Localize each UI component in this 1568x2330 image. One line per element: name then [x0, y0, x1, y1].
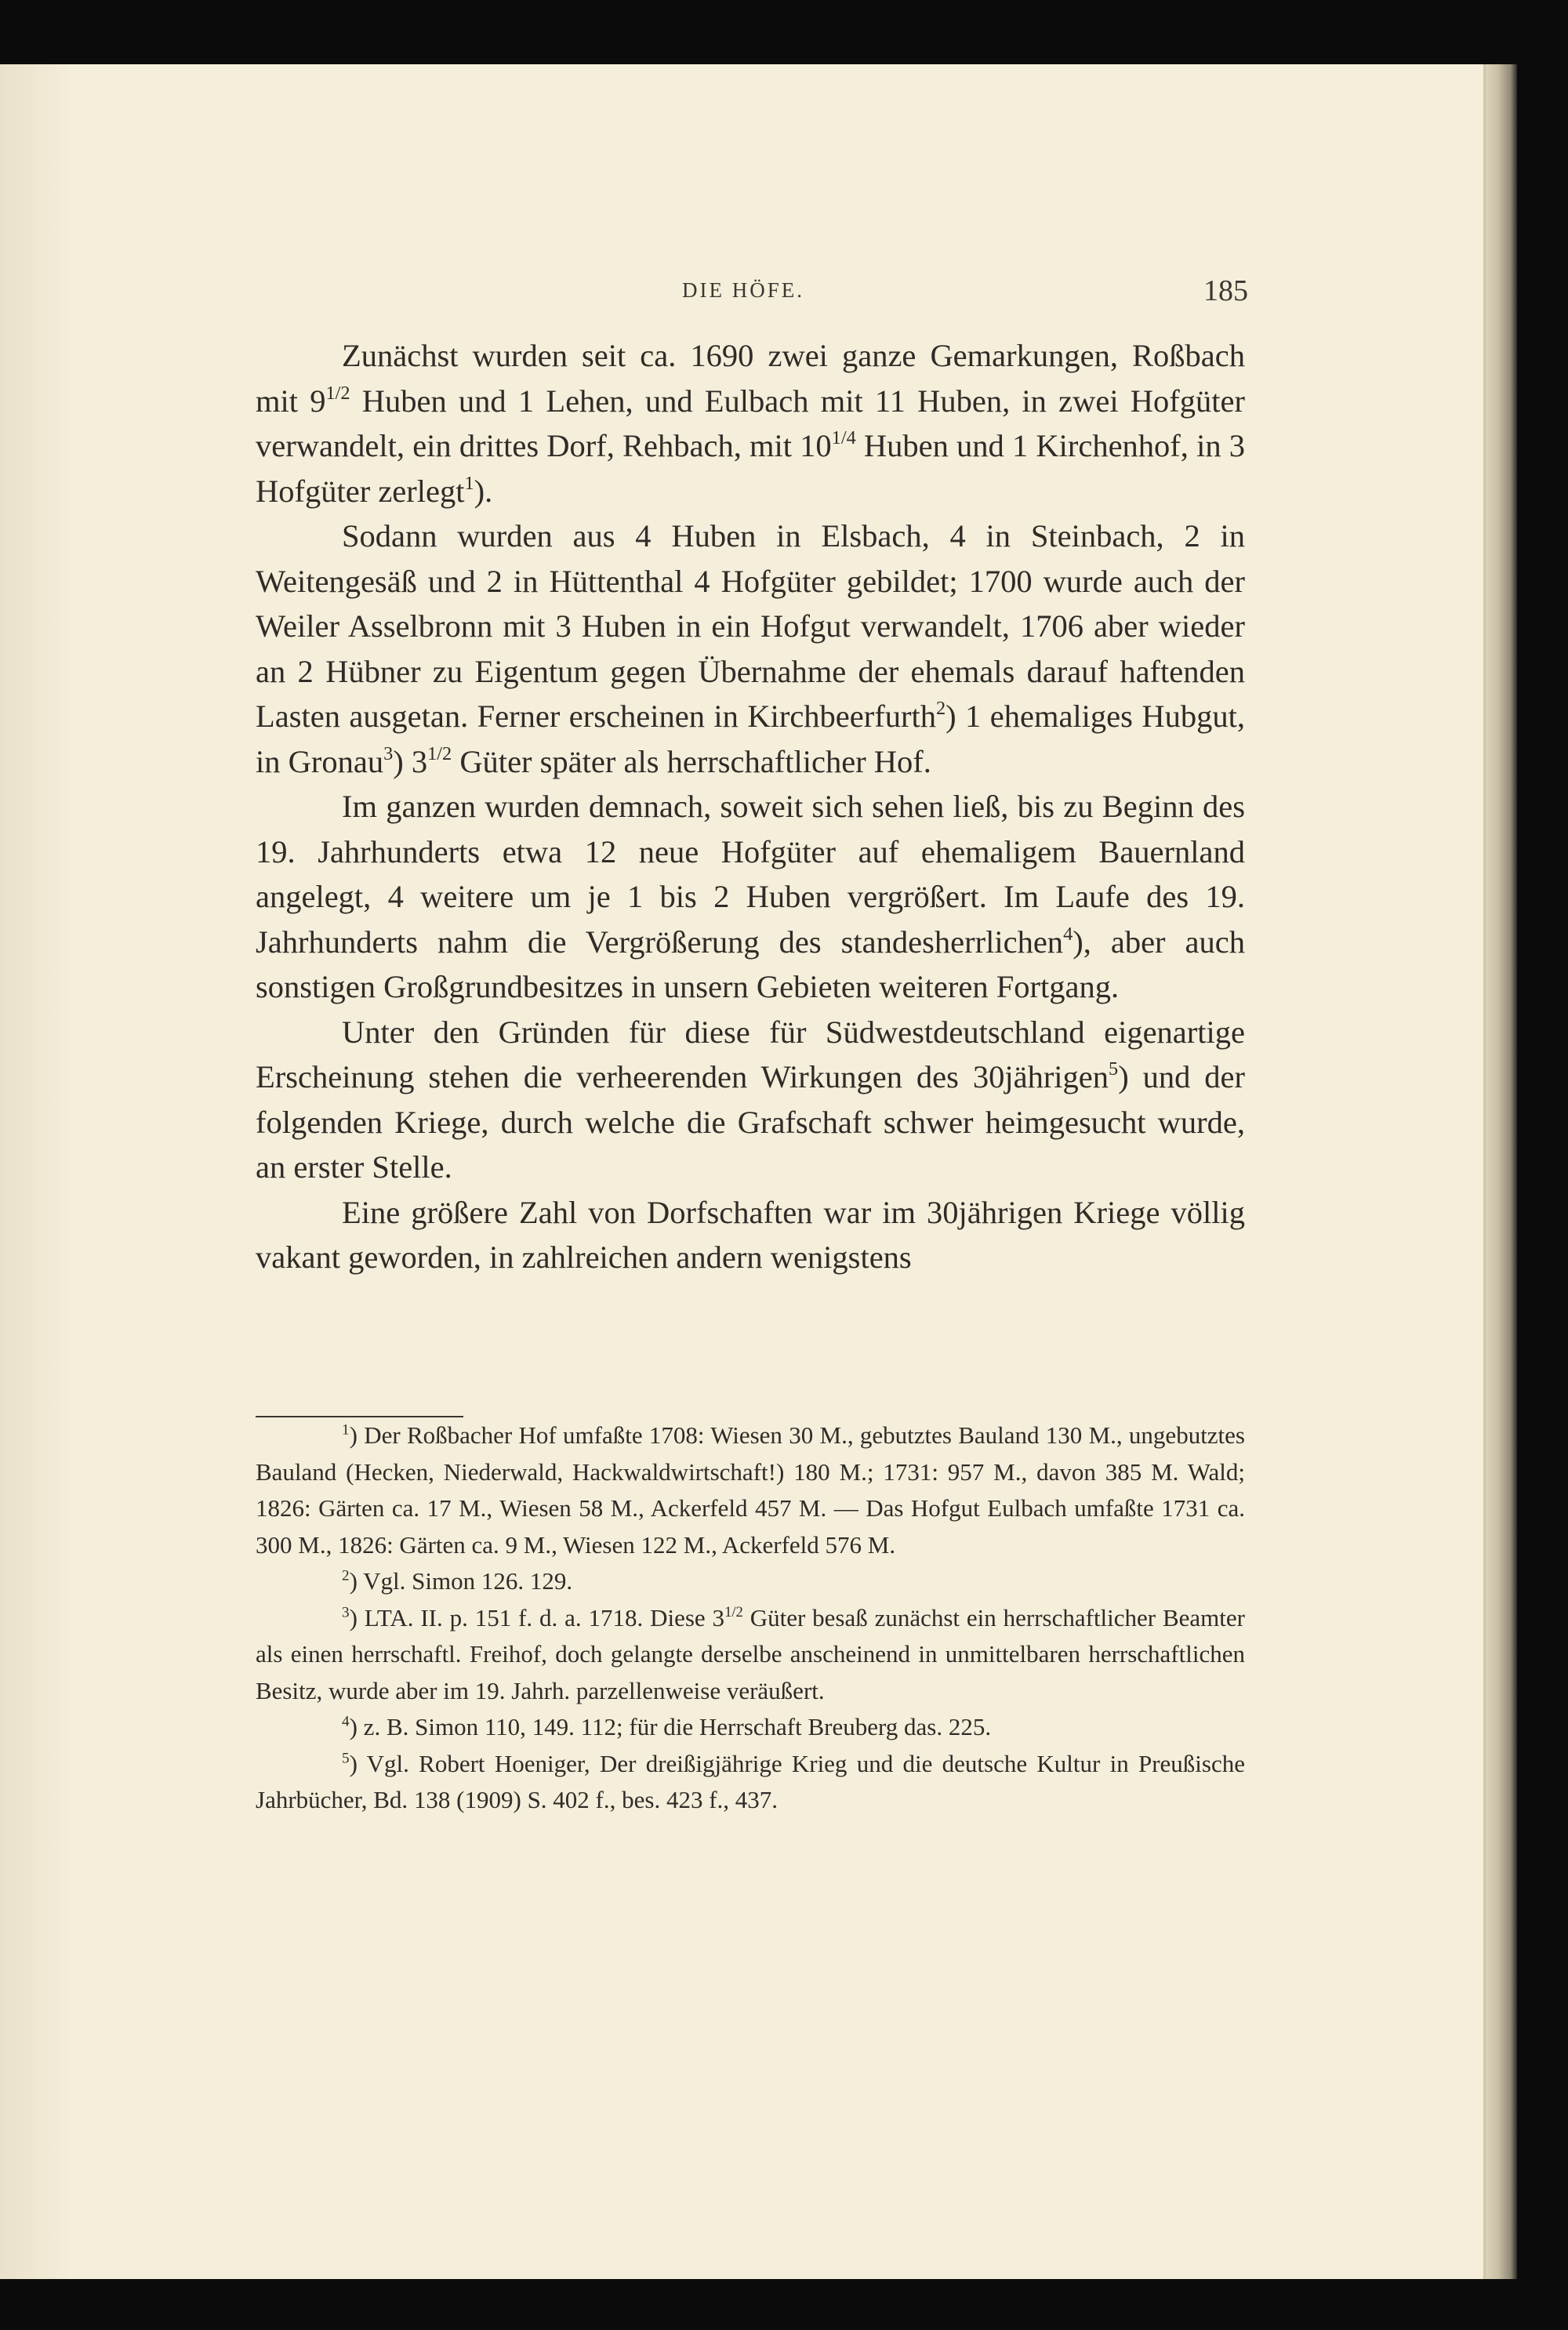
footnote-text: Güter besaß zunächst ein herrschaftlicher Beamter als einen herrschaftl. Freihof, doch gelangte derselbe anscheinend in unmittelbaren herrschaftlichen Besitz, wurde aber im 19. Jahrh. parzellenweise veräußert. — [256, 1603, 1245, 1704]
main-text — [256, 333, 1245, 1280]
text-run: Eine größere Zahl von Dorfschaften war im 30jährigen Kriege völlig vakant geworden, in zahlreichen andern wenigstens — [256, 1194, 1245, 1275]
page-edge-shadow — [1486, 64, 1517, 2279]
paragraph-4 — [256, 1010, 1245, 1190]
footnote-text: ) z. B. Simon 110, 149. 112; für die Herrschaft Breuberg das. 225. — [349, 1713, 992, 1740]
page-header — [0, 274, 1483, 318]
footnote-mark: 4 — [342, 1713, 350, 1730]
footnote-ref: 3 — [383, 742, 394, 764]
text-run: Zunächst wurden seit ca. 1690 zwei ganze Gemarkungen, Roßbach mit 9 — [256, 338, 1245, 419]
footnote-ref: 1 — [464, 472, 474, 494]
footnote-ref: 2 — [935, 698, 946, 720]
fraction: 1/2 — [427, 742, 452, 764]
running-title: DIE HÖFE. — [682, 278, 804, 302]
footnote-5 — [256, 1746, 1245, 1819]
footnote-4 — [256, 1709, 1245, 1746]
paragraph-5 — [256, 1190, 1245, 1280]
footnote-3 — [256, 1600, 1245, 1710]
footnote-text: ) Vgl. Simon 126. 129. — [349, 1567, 573, 1595]
text-run: Im ganzen wurden demnach, soweit sich sehen ließ, bis zu Beginn des 19. Jahrhunderts etwa 12 neue Hofgüter auf ehemaligem Bauernland angelegt, 4 weitere um je 1 bis 2 Huben vergrößert. Im Laufe des 19. Jahrhunderts nahm die Vergrößerung des standesherrlichen — [256, 789, 1245, 960]
text-run: ) und der folgenden Kriege, durch welche die Grafschaft schwer heimgesucht wurde, an erster Stelle. — [256, 1059, 1245, 1185]
footnote-1 — [256, 1417, 1245, 1563]
footnote-ref: 5 — [1109, 1058, 1119, 1080]
footnotes — [256, 1417, 1245, 1819]
footnote-mark: 2 — [342, 1567, 350, 1584]
text-run: Güter später als herrschaftlicher Hof. — [452, 743, 931, 779]
text-run: ) 3 — [393, 743, 428, 779]
text-run: Huben und 1 Lehen, und Eulbach mit 11 Huben, in zwei Hofgüter verwandelt, ein drittes Dorf, Rehbach, mit 10 — [256, 383, 1245, 463]
page-gutter-shading — [0, 64, 74, 2279]
text-run: Huben und 1 Kirchenhof, in 3 Hofgüter zerlegt — [256, 428, 1246, 509]
paragraph-2 — [256, 514, 1245, 784]
fraction: 1/4 — [831, 427, 856, 449]
text-run: Unter den Gründen für diese für Südwestdeutschland eigenartige Erscheinung stehen die verheerenden Wirkungen des 30jährigen — [256, 1014, 1245, 1094]
text-run: ). — [474, 473, 493, 509]
footnote-text: ) LTA. II. p. 151 f. d. a. 1718. Diese 3 — [349, 1603, 725, 1631]
footnote-mark: 5 — [342, 1749, 350, 1766]
page-number: 185 — [1203, 274, 1248, 307]
footnote-text: ) Der Roßbacher Hof umfaßte 1708: Wiesen 30 M., gebutztes Bauland 130 M., ungebutztes Bauland (Hecken, Niederwald, Hackwaldwirtschaft!) 180 M.; 1731: 957 M., davon 385 M. Wald; 1826: Gärten ca. 17 M., Wiesen 58 M., Ackerfeld 457 M. — Das Hofgut Eulbach umfaßte 1731 ca. 300 M., 1826: Gärten ca. 9 M., Wiesen 122 M., Ackerfeld 576 M. — [256, 1421, 1245, 1559]
footnote-mark: 3 — [342, 1603, 350, 1620]
paragraph-1 — [256, 333, 1245, 514]
text-run: ) 1 ehemaliges Hubgut, in Gronau — [256, 699, 1245, 779]
text-run: ), aber auch sonstigen Großgrundbesitzes in unsern Gebieten weiteren Fortgang. — [256, 924, 1245, 1004]
footnote-mark: 1 — [342, 1421, 350, 1439]
footnote-text: ) Vgl. Robert Hoeniger, Der dreißigjährige Krieg und die deutsche Kultur in Preußische Jahrbücher, Bd. 138 (1909) S. 402 f., bes. 423 f., 437. — [256, 1749, 1245, 1813]
paragraph-3 — [256, 784, 1245, 1010]
fraction: 1/2 — [325, 382, 350, 404]
footnote-ref: 4 — [1063, 923, 1073, 945]
footnote-2 — [256, 1563, 1245, 1600]
fraction: 1/2 — [724, 1603, 743, 1620]
text-run: Sodann wurden aus 4 Huben in Elsbach, 4 in Steinbach, 2 in Weitengesäß und 2 in Hüttenthal 4 Hofgüter gebildet; 1700 wurde auch der Weiler Asselbronn mit 3 Huben in ein Hofgut verwandelt, 1706 aber wieder an 2 Hübner zu Eigentum gegen Übernahme der ehemals darauf haftenden Lasten ausgetan. Ferner erscheinen in Kirchbeerfurth — [256, 518, 1245, 734]
